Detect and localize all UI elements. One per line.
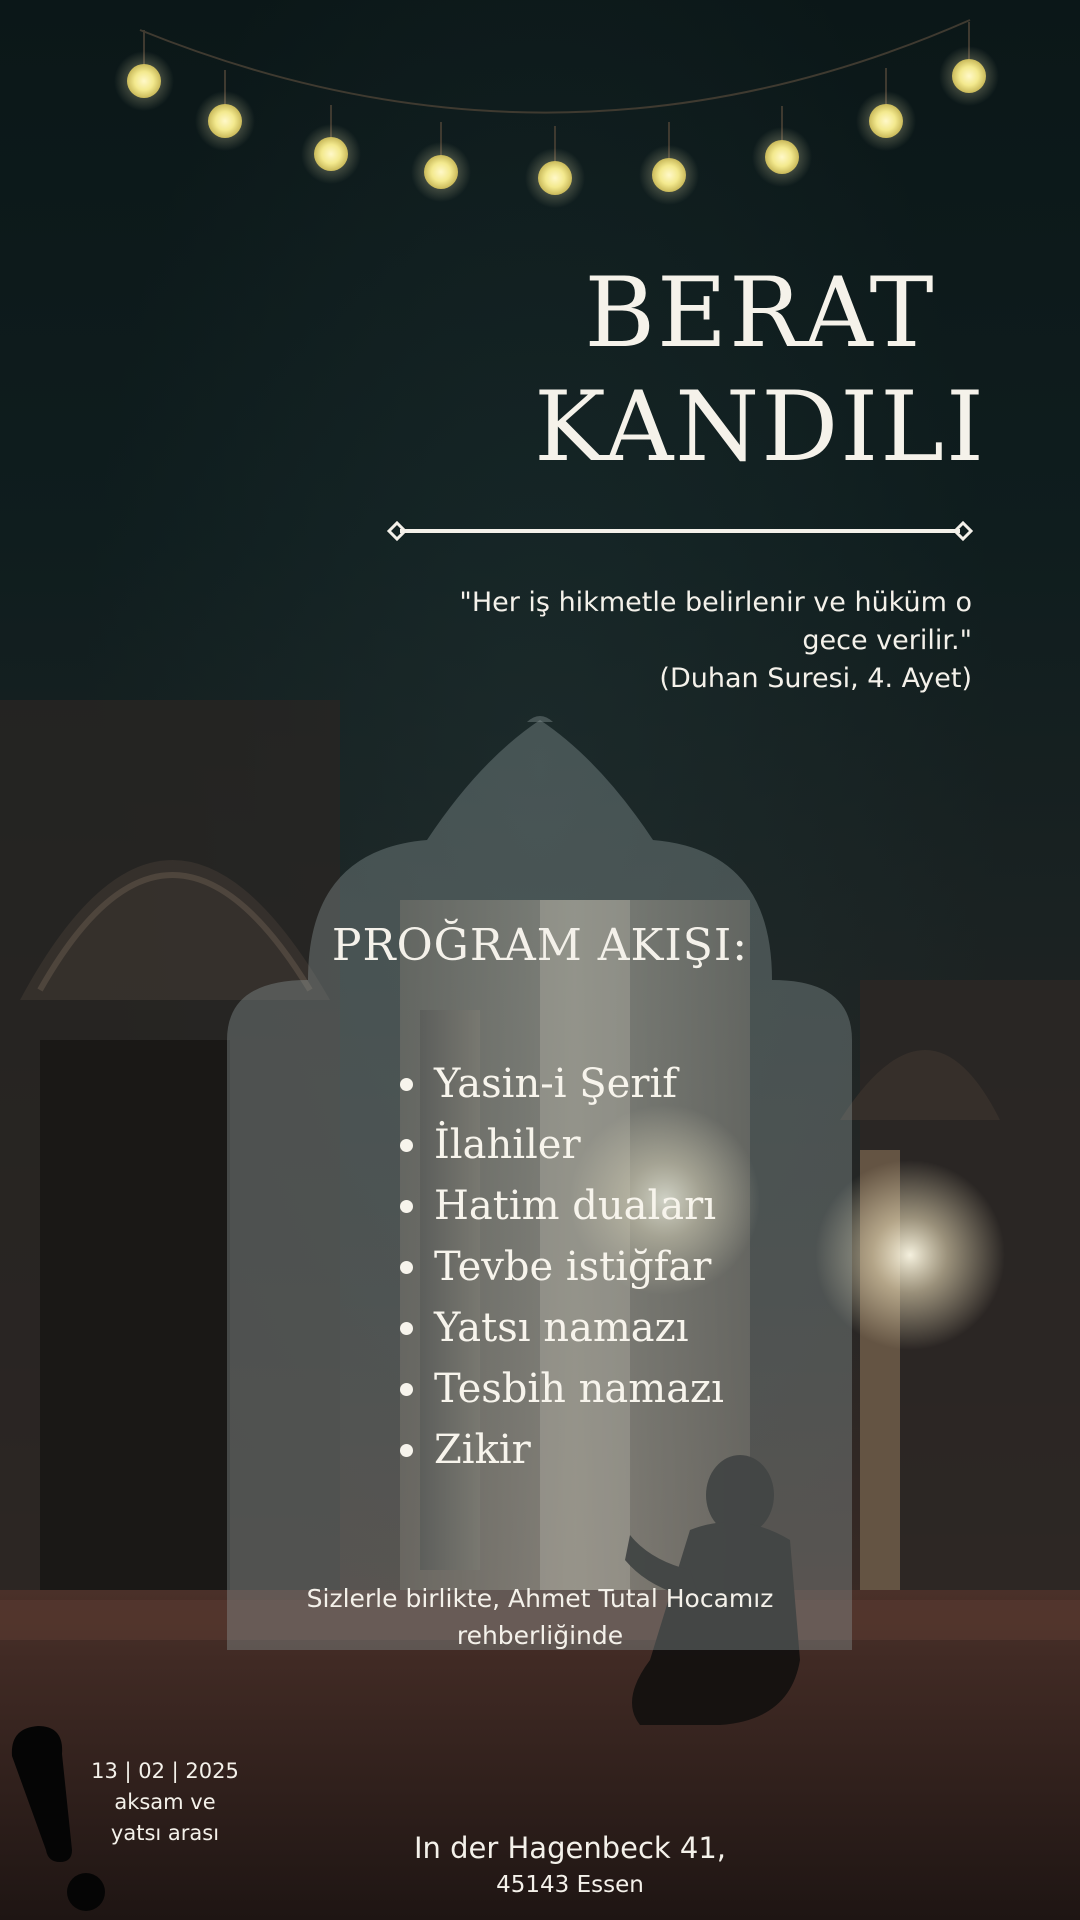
program-item: Yasin-i Şerif <box>400 1054 724 1115</box>
host-note <box>260 1580 820 1654</box>
quote-block <box>360 584 972 698</box>
quote-source: (Duhan Suresi, 4. Ayet) <box>659 663 972 694</box>
program-heading: PROĞRAM AKIŞI: <box>331 920 749 971</box>
address-street: In der Hagenbeck 41, <box>413 1831 727 1865</box>
quote-line-1: "Her iş hikmetle belirlenir ve hüküm o <box>459 587 972 618</box>
address-city: 45143 Essen <box>496 1872 644 1898</box>
quote-line-2: gece verilir." <box>802 625 972 656</box>
event-time-line-2: yatsı arası <box>110 1821 220 1845</box>
program-list <box>400 1054 724 1481</box>
event-date: 13 | 02 | 2025 <box>91 1759 239 1783</box>
event-date-block <box>80 1756 250 1849</box>
host-line-2: rehberliğinde <box>456 1621 624 1650</box>
title-line-1: BERAT <box>584 257 936 369</box>
program-item: İlahiler <box>400 1115 724 1176</box>
ornamental-divider-icon <box>386 520 974 542</box>
event-time-line-1: aksam ve <box>114 1790 216 1814</box>
program-item: Yatsı namazı <box>400 1298 724 1359</box>
title-line-2: KANDILI <box>534 371 986 483</box>
program-item: Hatim duaları <box>400 1176 724 1237</box>
program-item: Zikir <box>400 1420 724 1481</box>
string-lights-icon <box>114 22 999 208</box>
program-item: Tevbe istiğfar <box>400 1237 724 1298</box>
program-item: Tesbih namazı <box>400 1359 724 1420</box>
host-line-1: Sizlerle birlikte, Ahmet Tutal Hocamız <box>306 1584 774 1613</box>
